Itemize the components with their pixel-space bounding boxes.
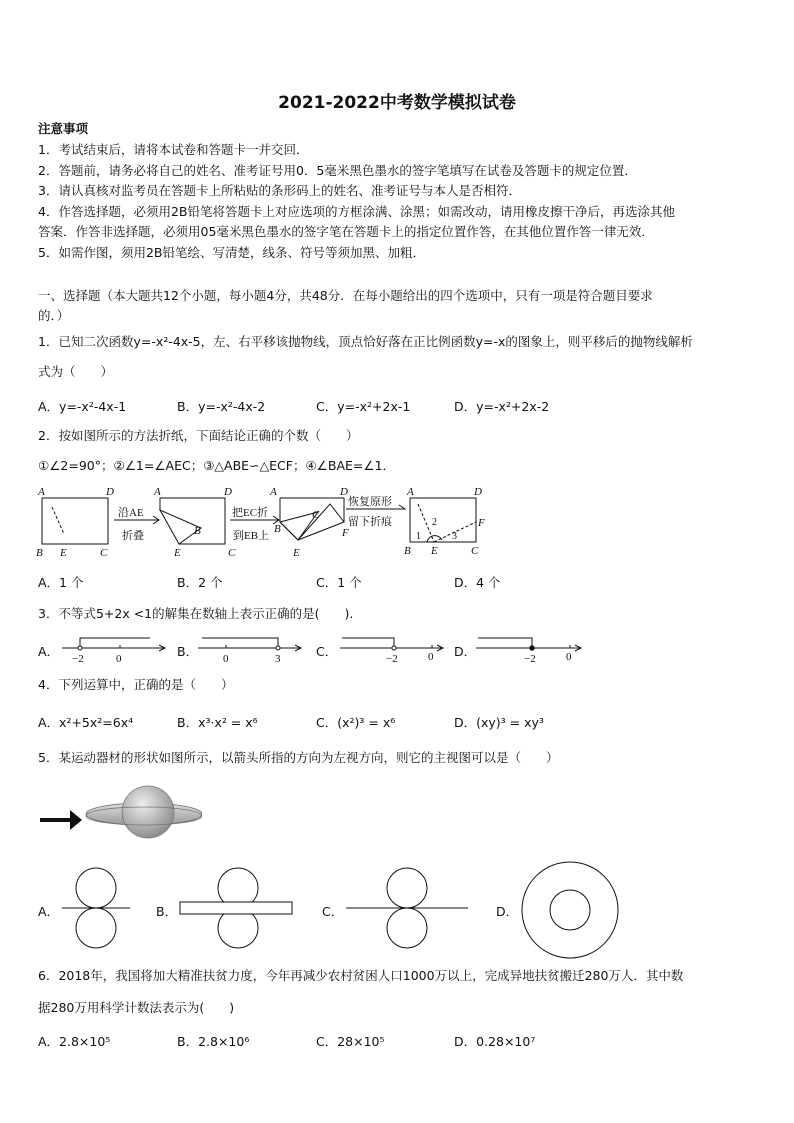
label-d: D — [224, 486, 232, 498]
question-6-text-cont: 据280万用科学计数法表示为( ) — [38, 1000, 235, 1015]
page-title: 2021-2022中考数学模拟试卷 — [278, 93, 516, 113]
angle-3-label: 3 — [452, 531, 457, 542]
view-option-a — [62, 862, 130, 954]
q1-option-d[interactable]: D．y=-x²+2x-2 — [454, 399, 550, 414]
label-b: B — [274, 523, 281, 535]
q1-option-c[interactable]: C．y=-x²+2x-1 — [316, 399, 411, 414]
label-d: D — [106, 486, 114, 498]
q2-option-a[interactable]: A．1 个 — [38, 575, 84, 590]
tick-label: 0 — [223, 653, 229, 664]
section-heading: 一、选择题（本大题共12个小题，每小题4分，共48分．在每小题给出的四个选项中，只有一项是符合题目要求 — [38, 288, 653, 303]
number-line-b — [196, 630, 306, 664]
label-c: C — [100, 547, 108, 559]
number-line-d — [474, 630, 586, 664]
label-e: E — [293, 547, 300, 559]
q1-option-a[interactable]: A．y=-x²-4x-1 — [38, 399, 127, 414]
number-line-c — [338, 630, 448, 664]
tick-label: 0 — [116, 653, 122, 664]
label-a: A — [38, 486, 45, 498]
view-option-c — [344, 862, 470, 954]
label-d: D — [474, 486, 482, 498]
label-c: C — [228, 547, 236, 559]
question-1-text-cont: 式为（ ） — [38, 364, 114, 379]
step-2-label: 把EC折 — [232, 507, 269, 519]
q3-option-c[interactable]: C． — [316, 644, 338, 659]
label-e: E — [60, 547, 67, 559]
step-3-label: 恢复原形 — [348, 496, 392, 508]
tick-label: −2 — [386, 653, 398, 664]
label-a: A — [154, 486, 161, 498]
step-3-label-cont: 留下折痕 — [348, 516, 392, 528]
label-a: A — [270, 486, 277, 498]
q3-option-d[interactable]: D． — [454, 644, 477, 659]
label-d: D — [340, 486, 348, 498]
q6-option-b[interactable]: B．2.8×10⁶ — [177, 1034, 250, 1049]
question-2-text: 2．按如图所示的方法折纸，下面结论正确的个数（ ） — [38, 428, 359, 443]
q4-option-d[interactable]: D．(xy)³ = xy³ — [454, 715, 544, 730]
tick-label: −2 — [72, 653, 84, 664]
notice-item: 1．考试结束后，请将本试卷和答题卡一并交回． — [38, 142, 309, 157]
q3-option-a[interactable]: A． — [38, 644, 60, 659]
q5-option-d[interactable]: D． — [496, 904, 519, 919]
q5-option-b[interactable]: B． — [156, 904, 178, 919]
question-2-conclusions: ①∠2=90°；②∠1=∠AEC；③△ABE∽△ECF；④∠BAE=∠1． — [38, 458, 396, 473]
q4-option-a[interactable]: A．x²+5x²=6x⁴ — [38, 715, 134, 730]
notice-item: 4．作答选择题，必须用2B铅笔将答题卡上对应选项的方框涂满、涂黑；如需改动，请用橡皮擦干净后，再选涂其他 — [38, 204, 675, 219]
label-b: B — [36, 547, 43, 559]
q6-option-a[interactable]: A．2.8×10⁵ — [38, 1034, 111, 1049]
label-c: C — [312, 509, 320, 521]
q4-option-b[interactable]: B．x³·x² = x⁶ — [177, 715, 258, 730]
folding-diagram — [34, 482, 504, 562]
question-4-text: 4．下列运算中，正确的是（ ） — [38, 677, 234, 692]
step-2-label-cont: 到EB上 — [233, 530, 270, 542]
q6-option-d[interactable]: D．0.28×10⁷ — [454, 1034, 536, 1049]
tick-label: 0 — [428, 651, 434, 663]
label-c: C — [471, 545, 479, 557]
label-b: B — [194, 525, 201, 537]
q6-option-c[interactable]: C．28×10⁵ — [316, 1034, 385, 1049]
label-b: B — [404, 545, 411, 557]
notice-item: 3．请认真核对监考员在答题卡上所粘贴的条形码上的姓名、准考证号与本人是否相符． — [38, 183, 521, 198]
tick-label: −2 — [524, 653, 536, 664]
q2-option-b[interactable]: B．2 个 — [177, 575, 223, 590]
tick-label: 3 — [275, 653, 281, 664]
q1-option-b[interactable]: B．y=-x²-4x-2 — [177, 399, 266, 414]
sports-equipment-figure — [36, 774, 202, 854]
section-heading-cont: 的．） — [38, 308, 70, 323]
label-f: F — [342, 527, 349, 539]
angle-2-label: 2 — [432, 517, 437, 528]
label-a: A — [407, 486, 414, 498]
question-6-text: 6．2018年，我国将加大精准扶贫力度，今年再减少农村贫困人口1000万以上，完成异地扶贫搬迁280万人．其中数 — [38, 968, 684, 983]
q3-option-b[interactable]: B． — [177, 644, 199, 659]
number-line-a — [60, 630, 170, 664]
notice-item: 2．答题前，请务必将自己的姓名、准考证号用0．5毫米黑色墨水的签字笔填写在试卷及答题卡的规定位置． — [38, 163, 637, 178]
question-3-text: 3．不等式5+2x <1的解集在数轴上表示正确的是( ). — [38, 606, 354, 621]
question-5-text: 5．某运动器材的形状如图所示，以箭头所指的方向为左视方向，则它的主视图可以是（ ） — [38, 750, 559, 765]
label-e: E — [174, 547, 181, 559]
q5-option-a[interactable]: A． — [38, 904, 60, 919]
angle-1-label: 1 — [416, 531, 421, 542]
notice-heading: 注意事项 — [38, 121, 89, 136]
question-1-text: 1．已知二次函数y=-x²-4x-5，左、右平移该抛物线，顶点恰好落在正比例函数y=-x的图象上，则平移后的抛物线解析 — [38, 334, 693, 349]
step-1-label-cont: 折叠 — [122, 530, 144, 542]
label-e: E — [431, 545, 438, 557]
step-1-label: 沿AE — [118, 507, 144, 519]
notice-item: 5．如需作图，须用2B铅笔绘、写清楚，线条、符号等须加黑、加粗． — [38, 245, 425, 260]
label-f: F — [478, 517, 485, 529]
notice-item: 答案．作答非选择题，必须用05毫米黑色墨水的签字笔在答题卡上的指定位置作答，在其他位置作答一律无效． — [38, 224, 654, 239]
q2-option-d[interactable]: D．4 个 — [454, 575, 501, 590]
q2-option-c[interactable]: C．1 个 — [316, 575, 362, 590]
tick-label: 0 — [566, 651, 572, 663]
q5-option-c[interactable]: C． — [322, 904, 344, 919]
view-option-d — [518, 858, 622, 962]
view-option-b — [176, 862, 294, 954]
q4-option-c[interactable]: C．(x²)³ = x⁶ — [316, 715, 396, 730]
